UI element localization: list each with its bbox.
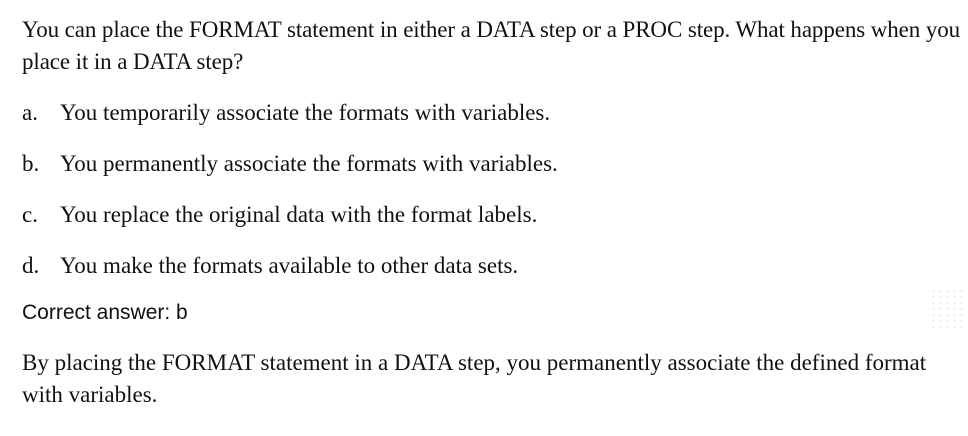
- option-letter: a.: [22, 100, 38, 125]
- option-text: You replace the original data with the format labels.: [60, 202, 538, 227]
- option-text: You temporarily associate the formats with variables.: [60, 100, 551, 125]
- option-c: [22, 200, 537, 230]
- option-letter: b.: [22, 151, 40, 176]
- scan-speckle: [930, 288, 966, 328]
- option-letter: c.: [22, 202, 38, 227]
- correct-answer: Correct answer: b: [22, 301, 188, 324]
- option-text: You make the formats available to other data sets.: [60, 253, 519, 278]
- option-letter: d.: [22, 253, 40, 278]
- option-a: [22, 98, 550, 128]
- option-b: [22, 149, 558, 179]
- explanation-text: By placing the FORMAT statement in a DATA step, you permanently associate the defined format with variables.: [22, 350, 927, 407]
- option-d: [22, 251, 518, 281]
- question-text: You can place the FORMAT statement in either a DATA step or a PROC step. What happens when you place it in a DATA step?: [22, 17, 961, 74]
- option-text: You permanently associate the formats with variables.: [60, 151, 558, 176]
